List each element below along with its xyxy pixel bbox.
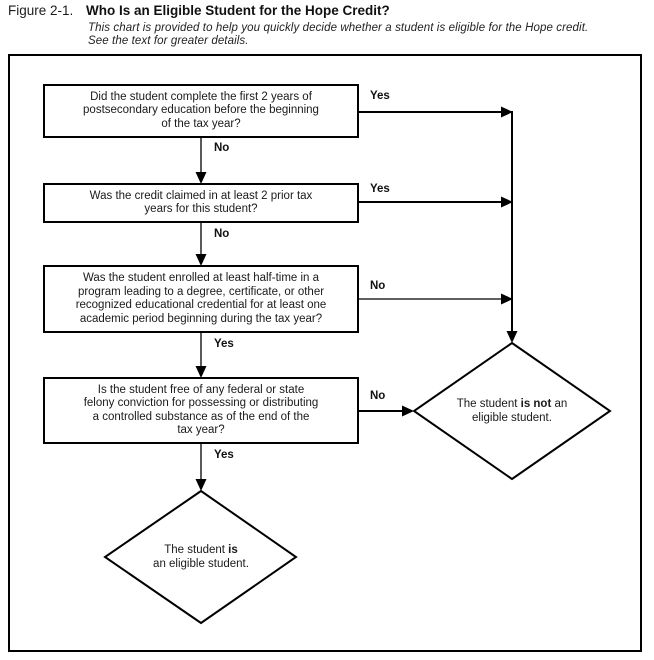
question-box-3 (43, 265, 359, 333)
result-line: an eligible student. (153, 558, 249, 570)
question-line: Was the student enrolled at least half-time in a (82, 272, 320, 284)
question-line: Is the student free of any federal or state (97, 383, 305, 396)
branch-label-yes-q1: Yes (370, 90, 390, 102)
figure-label: Figure 2-1. (8, 3, 74, 18)
result-line (101, 543, 301, 557)
figure-title: Who Is an Eligible Student for the Hope Credit? (86, 3, 390, 18)
question-box-4 (43, 377, 359, 444)
question-line: felony conviction for possessing or distributing (83, 397, 319, 409)
question-line: recognized educational credential for at least one (75, 299, 327, 311)
result-text: an (551, 398, 568, 410)
branch-label-no-q2: No (214, 228, 230, 240)
question-line: of the tax year? (161, 117, 241, 130)
branch-label-no-q3: No (370, 280, 386, 292)
question-line: tax year? (177, 424, 225, 436)
result-text-bold: is not (520, 398, 552, 410)
not-eligible-result (412, 397, 612, 425)
branch-label-yes-q2: Yes (370, 183, 390, 195)
result-text-bold: is (228, 544, 238, 556)
result-text: The student (456, 398, 521, 410)
eligible-result (101, 543, 301, 571)
question-line: years for this student? (144, 203, 258, 215)
arrowhead-down-icon (507, 331, 518, 343)
question-line: Was the credit claimed in at least 2 prior tax (89, 189, 313, 202)
branch-label-yes-q3: Yes (214, 338, 234, 350)
question-line: academic period beginning during the tax year? (79, 312, 323, 325)
question-line: Did the student complete the first 2 years of (90, 90, 312, 103)
question-line: a controlled substance as of the end of the (92, 410, 310, 423)
figure-subtitle-line1: This chart is provided to help you quickly decide whether a student is eligible for the Hope credit. (88, 22, 589, 34)
question-line: postsecondary education before the beginning (83, 104, 319, 117)
result-text: The student (164, 544, 229, 556)
branch-label-no-q4: No (370, 390, 386, 402)
result-line: eligible student. (472, 412, 552, 424)
question-line: program leading to a degree, certificate, or other (77, 285, 325, 298)
branch-label-yes-q4: Yes (214, 449, 234, 461)
result-line (412, 397, 612, 411)
figure-subtitle-line2: See the text for greater details. (88, 35, 249, 47)
question-box-1 (43, 84, 359, 138)
question-box-2 (43, 183, 359, 223)
branch-label-no-q1: No (214, 142, 230, 154)
arrowhead-down-icon (196, 479, 207, 491)
